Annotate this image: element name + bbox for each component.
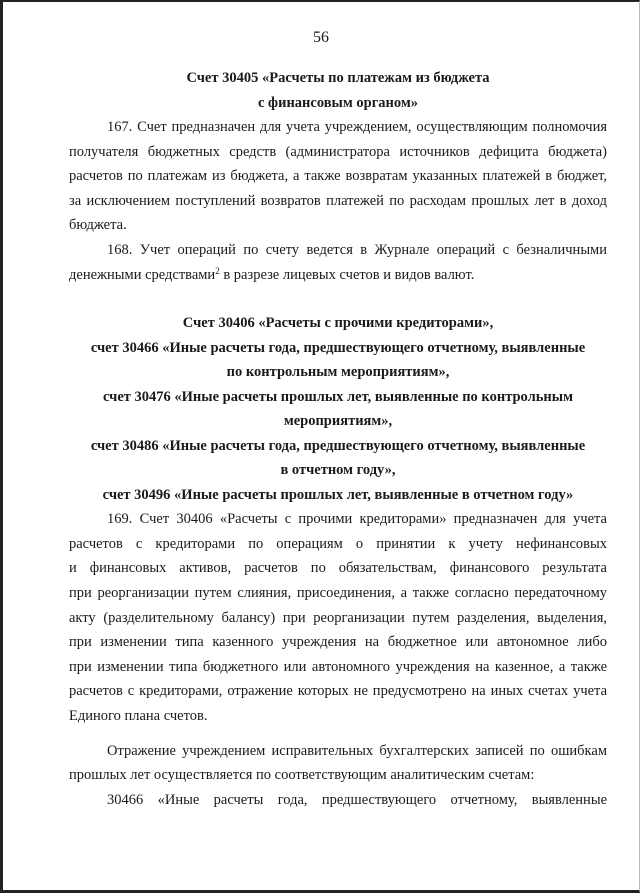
heading-line: Счет 30405 «Расчеты по платежам из бюджета <box>186 70 490 86</box>
paragraph-line: расчетов с кредиторами по операциям о принятии к учету нефинансовых <box>69 535 607 552</box>
paragraph-line: при изменении типа бюджетного или автономного учреждения на казенное, а также <box>69 658 607 675</box>
heading-line: с финансовым органом» <box>258 94 418 111</box>
paragraph-line: Единого плана счетов. <box>69 707 208 724</box>
page-content <box>69 66 607 812</box>
paragraph-line-with-footnote <box>69 263 607 288</box>
paragraph-line: при изменении типа казенного учреждения на бюджетное или автономное либо <box>69 634 607 651</box>
paragraph-line: прошлых лет осуществляется по соответствующим аналитическим счетам: <box>69 767 535 784</box>
paragraph-line: расчетов с кредиторами, отражение которых не предусмотрено на иных счетах учета <box>69 683 607 700</box>
heading-line: счет 30496 «Иные расчеты прошлых лет, выявленные в отчетном году» <box>102 486 574 503</box>
heading-line: в отчетном году», <box>280 462 396 479</box>
paragraph-corrections <box>69 739 607 788</box>
paragraph-line: и финансовых активов, расчетов по обязательствам, финансового результата <box>69 560 607 577</box>
paragraph-line: расчетов по платежам из бюджета, а также возвратам указанных платежей в бюджет, <box>69 168 607 185</box>
heading-line: счет 30466 «Иные расчеты года, предшествующего отчетному, выявленные <box>90 339 586 356</box>
paragraph-167 <box>69 115 607 238</box>
heading-line: по контрольным мероприятиям», <box>226 364 450 381</box>
page-number: 56 <box>313 29 329 46</box>
paragraph-line: за исключением поступлений возвратов платежей по расходам прошлых лет в доход <box>69 192 607 209</box>
text-run: в разрезе лицевых счетов и видов валют. <box>219 266 475 283</box>
heading-line: мероприятиям», <box>283 413 393 430</box>
paragraph-line: получателя бюджетных средств (администратора источников дефицита бюджета) <box>69 143 607 160</box>
section-heading-30405 <box>69 66 607 115</box>
paragraph-line: Отражение учреждением исправительных бухгалтерских записей по ошибкам <box>107 742 607 759</box>
heading-line: счет 30476 «Иные расчеты прошлых лет, выявленные по контрольным <box>103 388 573 405</box>
text-run: денежными средствами <box>69 266 216 283</box>
paragraph-line: 169. Счет 30406 «Расчеты с прочими кредиторами» предназначен для учета <box>107 511 607 528</box>
heading-line: Счет 30406 «Расчеты с прочими кредиторами», <box>182 315 494 332</box>
section-heading-30406 <box>69 311 607 507</box>
heading-line: счет 30486 «Иные расчеты года, предшествующего отчетному, выявленные <box>90 437 586 454</box>
paragraph-line: при реорганизации путем слияния, присоединения, а также согласно передаточному <box>69 584 607 601</box>
paragraph-line: 30466 «Иные расчеты года, предшествующего отчетному, выявленные <box>107 791 607 808</box>
paragraph-168 <box>69 238 607 287</box>
footnote-ref: 2 <box>215 265 220 276</box>
paragraph-line: акту (разделительному балансу) при реорганизации путем разделения, выделения, <box>69 609 607 626</box>
paragraph-line: 167. Счет предназначен для учета учреждением, осуществляющим полномочия <box>107 119 607 135</box>
paragraph-169 <box>69 507 607 728</box>
paragraph-30466 <box>69 788 607 813</box>
paragraph-line: 168. Учет операций по счету ведется в Журнале операций с безналичными <box>107 241 607 258</box>
paragraph-line: бюджета. <box>69 217 127 234</box>
